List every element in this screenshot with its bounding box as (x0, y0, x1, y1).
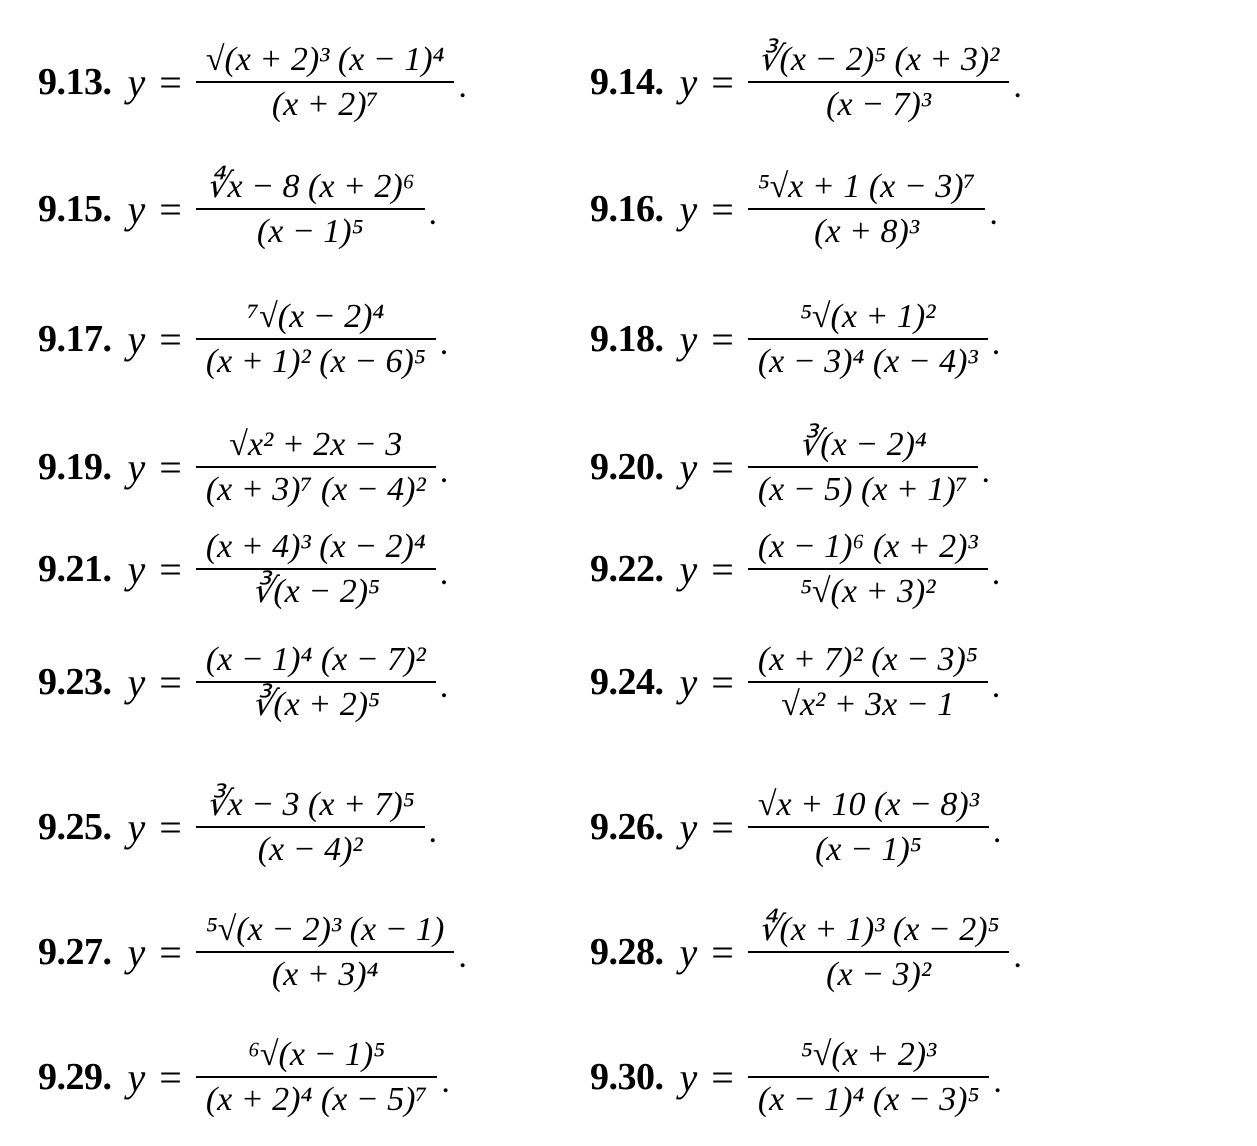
equals-sign: = (711, 316, 734, 362)
equals-sign: = (711, 659, 734, 705)
denominator: (x + 2)⁴ (x − 5)⁷ (205, 1081, 428, 1119)
fraction-bar (196, 208, 425, 210)
equals-sign: = (159, 316, 182, 362)
period: . (991, 325, 1001, 363)
problem-9-21 (38, 527, 448, 611)
fraction-bar (196, 826, 425, 828)
denominator: (x − 3)² (826, 956, 932, 994)
numerator: (x − 1)⁶ (x + 2)³ (757, 528, 978, 565)
fraction-bar (748, 81, 1010, 83)
problem-9-13 (38, 40, 467, 124)
denominator: (x − 7)³ (826, 86, 932, 124)
fraction (196, 785, 425, 869)
function-symbol: y (127, 186, 146, 232)
fraction (748, 910, 1010, 994)
function-symbol: y (679, 804, 698, 850)
numerator: (x + 7)² (x − 3)⁵ (757, 641, 978, 678)
denominator: (x + 3)⁷ (x − 4)² (205, 471, 426, 509)
fraction-bar (748, 826, 989, 828)
fraction (748, 167, 986, 251)
problem-number: 9.22. (590, 548, 664, 591)
fraction (196, 1035, 438, 1119)
problem-number: 9.14. (590, 61, 664, 104)
period: . (428, 195, 438, 233)
numerator: √x + 10 (x − 8)³ (757, 786, 979, 823)
numerator: ⁶√(x − 1)⁵ (248, 1036, 386, 1073)
fraction-bar (196, 568, 436, 570)
function-symbol: y (679, 659, 698, 705)
numerator: ⁵√x + 1 (x − 3)⁷ (757, 168, 976, 205)
equals-sign: = (159, 186, 182, 232)
fraction-bar (196, 681, 436, 683)
fraction-bar (748, 338, 988, 340)
denominator: (x − 1)⁴ (x − 3)⁵ (757, 1081, 980, 1119)
numerator: ∛(x − 2)⁵ (x + 3)² (757, 41, 1000, 78)
fraction (196, 297, 436, 381)
period: . (441, 1063, 450, 1101)
problem-9-29 (38, 1035, 450, 1119)
problem-9-15 (38, 167, 437, 251)
problem-number: 9.18. (590, 318, 664, 361)
function-symbol: y (127, 1054, 146, 1100)
period: . (458, 68, 467, 106)
fraction (748, 297, 988, 381)
fraction-bar (196, 338, 436, 340)
function-symbol: y (679, 444, 698, 490)
numerator: ∛x − 3 (x + 7)⁵ (205, 786, 415, 823)
problem-number: 9.20. (590, 446, 664, 489)
fraction (196, 640, 436, 724)
problem-9-17 (38, 297, 448, 381)
period: . (439, 668, 449, 706)
numerator: (x + 4)³ (x − 2)⁴ (205, 528, 426, 565)
period: . (428, 813, 438, 851)
period: . (991, 555, 1001, 593)
equals-sign: = (159, 1054, 182, 1100)
problem-number: 9.13. (38, 61, 112, 104)
problem-number: 9.24. (590, 661, 664, 704)
equals-sign: = (711, 546, 734, 592)
function-symbol: y (679, 59, 698, 105)
problem-number: 9.26. (590, 806, 664, 849)
denominator: ∛(x + 2)⁵ (251, 686, 380, 724)
function-symbol: y (679, 546, 698, 592)
problem-number: 9.15. (38, 188, 112, 231)
problem-number: 9.21. (38, 548, 112, 591)
denominator: (x − 5) (x + 1)⁷ (757, 471, 968, 509)
problem-number: 9.29. (38, 1056, 112, 1099)
equals-sign: = (711, 59, 734, 105)
period: . (1013, 68, 1022, 106)
function-symbol: y (679, 186, 698, 232)
equals-sign: = (711, 929, 734, 975)
problem-number: 9.27. (38, 931, 112, 974)
problem-9-18 (590, 297, 1000, 381)
function-symbol: y (127, 546, 146, 592)
problem-number: 9.17. (38, 318, 112, 361)
function-symbol: y (127, 659, 146, 705)
period: . (981, 453, 991, 491)
numerator: ∛(x − 2)⁴ (798, 426, 927, 463)
problem-9-25 (38, 785, 437, 869)
fraction (196, 425, 436, 509)
period: . (993, 1063, 1002, 1101)
problem-9-22 (590, 527, 1000, 611)
numerator: ⁵√(x + 1)² (800, 298, 936, 335)
problem-9-19 (38, 425, 448, 509)
denominator: (x − 1)⁵ (256, 213, 364, 251)
denominator: ⁵√(x + 3)² (800, 573, 936, 611)
period: . (439, 555, 449, 593)
denominator: (x − 1)⁵ (815, 831, 922, 869)
fraction-bar (748, 681, 988, 683)
period: . (991, 668, 1001, 706)
problem-9-30 (590, 1035, 1002, 1119)
equals-sign: = (159, 546, 182, 592)
period: . (1013, 938, 1022, 976)
function-symbol: y (127, 59, 146, 105)
fraction (748, 425, 978, 509)
fraction (196, 527, 436, 611)
problem-9-26 (590, 785, 1001, 869)
function-symbol: y (127, 929, 146, 975)
function-symbol: y (679, 316, 698, 362)
numerator: ∜x − 8 (x + 2)⁶ (205, 168, 415, 205)
problem-9-20 (590, 425, 990, 509)
problem-number: 9.19. (38, 446, 112, 489)
fraction (748, 1035, 990, 1119)
function-symbol: y (127, 804, 146, 850)
problem-9-23 (38, 640, 448, 724)
equals-sign: = (159, 59, 182, 105)
equals-sign: = (159, 444, 182, 490)
problem-9-16 (590, 167, 998, 251)
denominator: (x + 1)² (x − 6)⁵ (205, 343, 426, 381)
function-symbol: y (679, 929, 698, 975)
fraction-bar (196, 951, 455, 953)
equals-sign: = (159, 804, 182, 850)
denominator: √x² + 3x − 1 (781, 686, 955, 724)
fraction-bar (196, 81, 455, 83)
equals-sign: = (159, 659, 182, 705)
problem-9-24 (590, 640, 1000, 724)
denominator: ∛(x − 2)⁵ (251, 573, 380, 611)
denominator: (x − 4)² (257, 831, 363, 869)
problem-number: 9.30. (590, 1056, 664, 1099)
fraction-bar (748, 951, 1010, 953)
problem-number: 9.25. (38, 806, 112, 849)
numerator: √x² + 2x − 3 (229, 426, 403, 463)
denominator: (x + 3)⁴ (271, 956, 379, 994)
numerator: ∜(x + 1)³ (x − 2)⁵ (757, 911, 1000, 948)
function-symbol: y (127, 444, 146, 490)
equals-sign: = (711, 186, 734, 232)
numerator: √(x + 2)³ (x − 1)⁴ (205, 41, 445, 78)
fraction-bar (196, 466, 436, 468)
problem-number: 9.16. (590, 188, 664, 231)
numerator: ⁵√(x − 2)³ (x − 1) (205, 911, 445, 948)
period: . (992, 813, 1002, 851)
fraction (196, 167, 425, 251)
fraction-bar (748, 466, 978, 468)
fraction (748, 785, 989, 869)
equals-sign: = (711, 444, 734, 490)
fraction (748, 527, 988, 611)
fraction (196, 910, 455, 994)
denominator: (x − 3)⁴ (x − 4)³ (757, 343, 978, 381)
period: . (439, 325, 449, 363)
fraction (196, 40, 455, 124)
fraction-bar (196, 1076, 438, 1078)
equals-sign: = (159, 929, 182, 975)
problem-9-27 (38, 910, 467, 994)
fraction (748, 640, 988, 724)
function-symbol: y (679, 1054, 698, 1100)
numerator: ⁵√(x + 2)³ (800, 1036, 937, 1073)
fraction-bar (748, 208, 986, 210)
numerator: ⁷√(x − 2)⁴ (247, 298, 385, 335)
function-symbol: y (127, 316, 146, 362)
period: . (458, 938, 467, 976)
period: . (439, 453, 449, 491)
equals-sign: = (711, 804, 734, 850)
fraction-bar (748, 1076, 990, 1078)
numerator: (x − 1)⁴ (x − 7)² (205, 641, 426, 678)
fraction (748, 40, 1010, 124)
equals-sign: = (711, 1054, 734, 1100)
problem-9-14 (590, 40, 1022, 124)
period: . (989, 195, 998, 233)
denominator: (x + 8)³ (814, 213, 920, 251)
problem-number: 9.23. (38, 661, 112, 704)
problem-9-28 (590, 910, 1022, 994)
fraction-bar (748, 568, 988, 570)
denominator: (x + 2)⁷ (271, 86, 379, 124)
problem-number: 9.28. (590, 931, 664, 974)
